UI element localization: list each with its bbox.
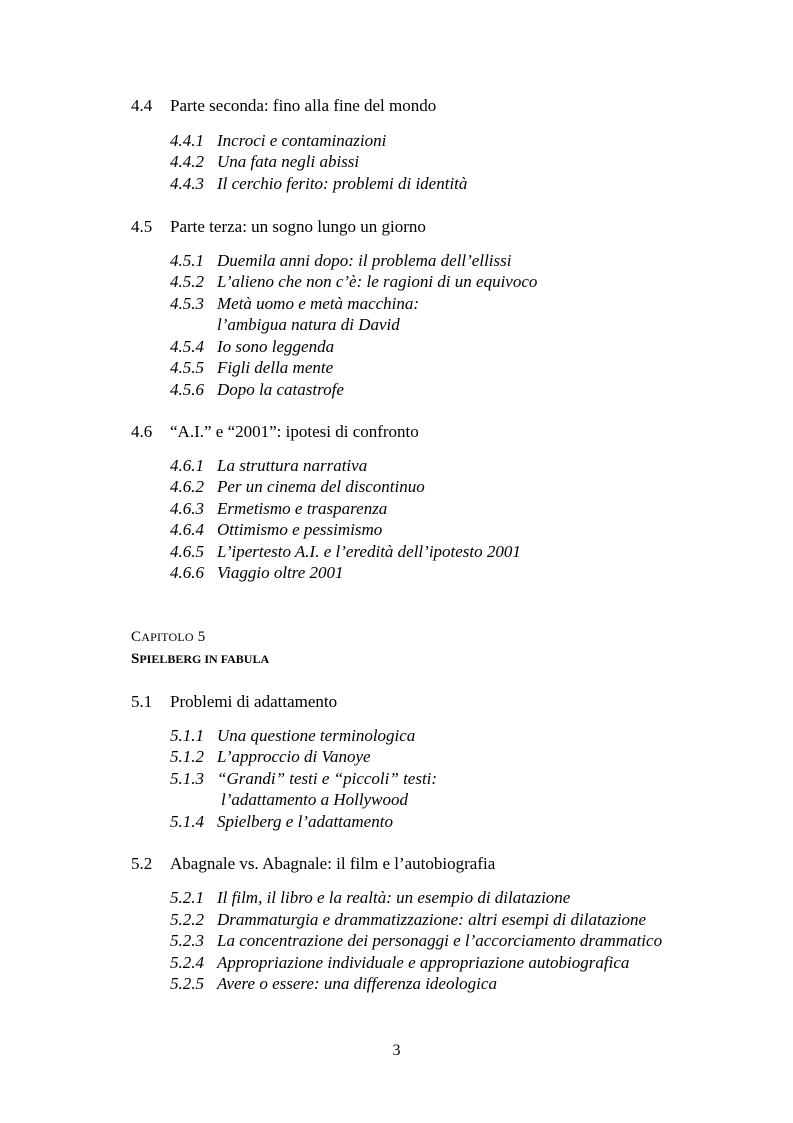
page-number: 3 — [392, 1042, 401, 1059]
section-title: Parte seconda: fino alla fine del mondo — [170, 96, 437, 115]
subsection-number: 4.4.1 — [170, 131, 204, 150]
subsection-title: Appropriazione individuale e appropriazione autobiografica — [217, 953, 630, 972]
chapter-label-rest: APITOLO — [141, 630, 194, 644]
subsection-number: 5.2.1 — [170, 888, 204, 907]
chapter-title-rest: PIELBERG IN FABULA — [139, 652, 270, 666]
subsection-title-continued: l’ambigua natura di David — [217, 315, 400, 334]
subsection-number: 5.1.3 — [170, 769, 204, 788]
subsection-number: 4.5.3 — [170, 294, 204, 313]
section-number: 4.5 — [131, 217, 153, 236]
subsection-title: Per un cinema del discontinuo — [217, 477, 425, 496]
subsection-title: Incroci e contaminazioni — [217, 131, 387, 150]
subsection-title: Il cerchio ferito: problemi di identità — [217, 174, 468, 193]
subsection-title: Ermetismo e trasparenza — [217, 499, 388, 518]
subsection-number: 4.4.3 — [170, 174, 204, 193]
subsection-title: Drammaturgia e drammatizzazione: altri esempi di dilatazione — [217, 910, 647, 929]
subsection-number: 4.6.1 — [170, 456, 204, 475]
chapter-label-initial: C — [131, 629, 142, 645]
subsection-number: 5.1.4 — [170, 812, 204, 831]
subsection-number: 4.5.4 — [170, 337, 204, 356]
subsection-number: 5.2.5 — [170, 974, 204, 993]
subsection-title: Dopo la catastrofe — [217, 380, 344, 399]
subsection-title: Ottimismo e pessimismo — [217, 520, 383, 539]
section-number: 4.4 — [131, 96, 153, 115]
section-number: 5.2 — [131, 854, 153, 873]
subsection-title: “Grandi” testi e “piccoli” testi: — [217, 769, 438, 788]
chapter-title — [131, 650, 269, 668]
subsection-title: L’approccio di Vanoye — [217, 747, 371, 766]
subsection-title: Metà uomo e metà macchina: — [217, 294, 420, 313]
subsection-title: Avere o essere: una differenza ideologica — [217, 974, 497, 993]
subsection-number: 5.2.4 — [170, 953, 204, 972]
subsection-number: 4.4.2 — [170, 152, 204, 171]
section-title: Problemi di adattamento — [170, 692, 338, 711]
subsection-title-continued: l’adattamento a Hollywood — [221, 790, 408, 809]
chapter-number: 5 — [197, 629, 206, 645]
subsection-title: Una questione terminologica — [217, 726, 416, 745]
chapter-label — [131, 628, 205, 646]
subsection-title: Una fata negli abissi — [217, 152, 360, 171]
subsection-number: 4.6.4 — [170, 520, 204, 539]
section-title: “A.I.” e “2001”: ipotesi di confronto — [170, 422, 419, 441]
chapter-title-initial: S — [131, 651, 140, 667]
subsection-title: Duemila anni dopo: il problema dell’ellissi — [217, 251, 512, 270]
section-title: Abagnale vs. Abagnale: il film e l’autobiografia — [170, 854, 496, 873]
subsection-number: 5.1.2 — [170, 747, 204, 766]
subsection-title: Viaggio oltre 2001 — [217, 563, 344, 582]
subsection-number: 4.6.3 — [170, 499, 204, 518]
subsection-title: Io sono leggenda — [217, 337, 335, 356]
subsection-title: La concentrazione dei personaggi e l’accorciamento drammatico — [217, 931, 663, 950]
subsection-number: 5.1.1 — [170, 726, 204, 745]
section-title: Parte terza: un sogno lungo un giorno — [170, 217, 426, 236]
subsection-title: La struttura narrativa — [217, 456, 368, 475]
subsection-title: Figli della mente — [217, 358, 334, 377]
subsection-number: 5.2.2 — [170, 910, 204, 929]
subsection-number: 4.5.1 — [170, 251, 204, 270]
section-number: 5.1 — [131, 692, 153, 711]
subsection-number: 4.5.6 — [170, 380, 204, 399]
subsection-number: 5.2.3 — [170, 931, 204, 950]
subsection-number: 4.6.5 — [170, 542, 204, 561]
subsection-number: 4.5.2 — [170, 272, 204, 291]
subsection-number: 4.6.6 — [170, 563, 204, 582]
subsection-number: 4.5.5 — [170, 358, 204, 377]
subsection-number: 4.6.2 — [170, 477, 204, 496]
subsection-title: L’alieno che non c’è: le ragioni di un equivoco — [217, 272, 538, 291]
section-number: 4.6 — [131, 422, 153, 441]
subsection-title: L’ipertesto A.I. e l’eredità dell’ipotesto 2001 — [217, 542, 521, 561]
subsection-title: Il film, il libro e la realtà: un esempio di dilatazione — [217, 888, 571, 907]
subsection-title: Spielberg e l’adattamento — [217, 812, 393, 831]
